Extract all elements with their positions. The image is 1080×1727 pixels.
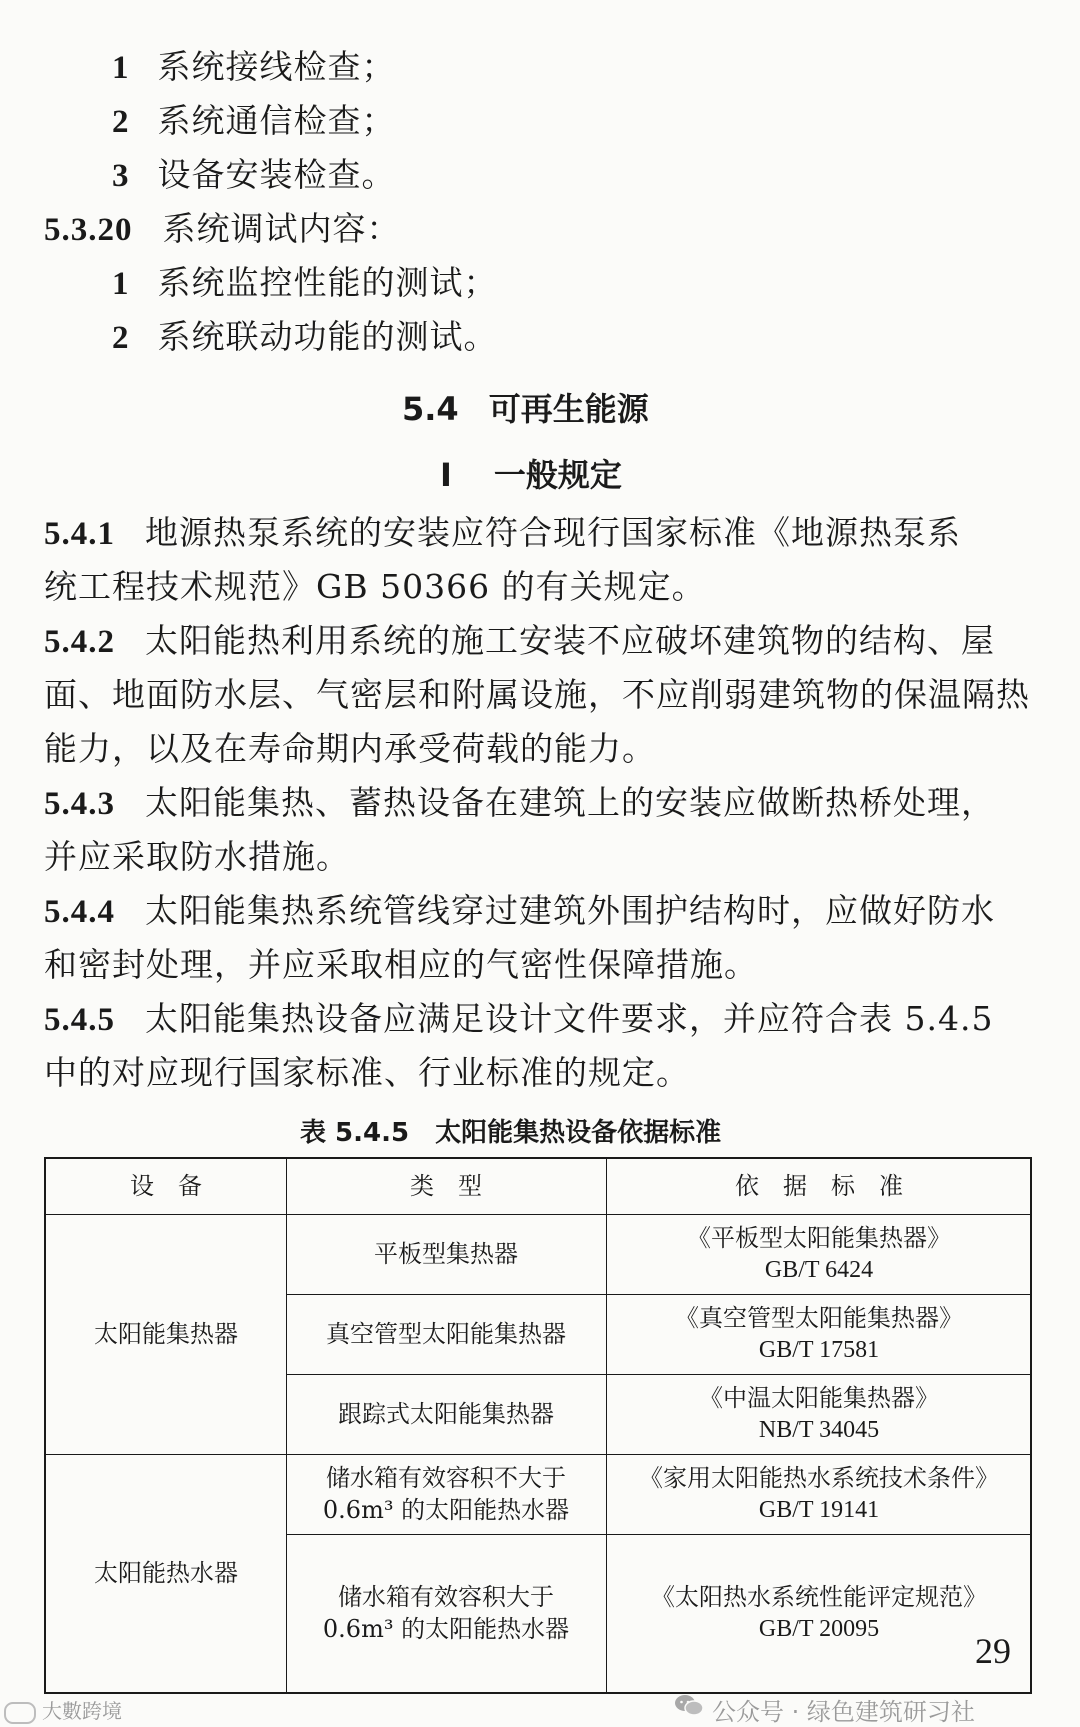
watermark-logo-icon [4, 1702, 36, 1724]
type-text: 0.6m³ 的太阳能热水器 [322, 1496, 570, 1524]
table-caption [300, 1112, 721, 1149]
standard-cell [606, 1534, 1032, 1692]
item-text: 系统通信检查； [157, 101, 396, 140]
list-item [112, 101, 396, 140]
table-header: 设 备 [130, 1172, 202, 1201]
table-caption-number: 表 5.4.5 [300, 1118, 410, 1148]
standard-code: GB/T 20095 [758, 1616, 880, 1642]
item-number: 3 [112, 158, 130, 194]
item-text: 系统联动功能的测试。 [157, 317, 498, 356]
table-caption-text: 太阳能集热设备依据标准 [435, 1118, 722, 1148]
standard-code: GB/T 19141 [758, 1497, 880, 1523]
standard-name: 《太阳热水系统性能评定规范》 [651, 1582, 987, 1611]
clause-text: 太阳能集热系统管线穿过建筑外围护结构时，应做好防水 [145, 891, 995, 930]
clause-number: 5.4.3 [44, 786, 115, 822]
standards-table [44, 1157, 1032, 1694]
type-cell [286, 1534, 606, 1692]
section-number: 5.4 [402, 390, 459, 428]
clause-line: 并应采取防水措施。 [44, 837, 350, 876]
equipment-cell: 太阳能热水器 [94, 1558, 238, 1587]
list-item [112, 155, 396, 194]
type-cell [286, 1294, 606, 1374]
section-heading [402, 384, 649, 430]
clause-text: 系统调试内容： [162, 209, 401, 248]
standard-cell [606, 1454, 1032, 1534]
item-number: 1 [112, 266, 130, 302]
standard-name: 《真空管型太阳能集热器》 [675, 1303, 963, 1332]
clause-number: 5.4.5 [44, 1002, 115, 1038]
clause-line [44, 621, 995, 660]
standard-name: 《家用太阳能热水系统技术条件》 [639, 1463, 999, 1492]
standard-cell [606, 1214, 1032, 1294]
type-text: 真空管型太阳能集热器 [326, 1319, 566, 1348]
clause-number: 5.4.2 [44, 624, 115, 660]
clause-number: 5.3.20 [44, 212, 133, 248]
clause-line [44, 891, 995, 930]
item-number: 2 [112, 104, 130, 140]
type-text: 储水箱有效容积大于 [338, 1582, 554, 1611]
type-text: 储水箱有效容积不大于 [326, 1463, 566, 1492]
standard-name: 《平板型太阳能集热器》 [687, 1223, 951, 1252]
clause-line: 中的对应现行国家标准、行业标准的规定。 [44, 1053, 690, 1092]
standard-code: GB/T 17581 [758, 1337, 880, 1363]
clause-text: 地源热泵系统的安装应符合现行国家标准《地源热泵系 [145, 513, 961, 552]
clause-line [44, 999, 994, 1038]
standard-cell [606, 1294, 1032, 1374]
clause-heading [44, 209, 401, 248]
standard-cell [606, 1374, 1032, 1454]
standard-code: NB/T 34045 [758, 1417, 880, 1443]
clause-line: 和密封处理，并应采取相应的气密性保障措施。 [44, 945, 758, 984]
list-item [112, 47, 396, 86]
section-title: 可再生能源 [488, 390, 649, 428]
item-number: 1 [112, 50, 130, 86]
clause-text: 太阳能集热、蓄热设备在建筑上的安装应做断热桥处理， [145, 783, 995, 822]
watermark-left-text: 大數跨境 [42, 1699, 122, 1723]
clause-text: 太阳能热利用系统的施工安装不应破坏建筑物的结构、屋 [145, 621, 995, 660]
clause-number: 5.4.4 [44, 894, 115, 930]
clause-line: 统工程技术规范》GB 50366 的有关规定。 [44, 567, 706, 606]
equipment-cell: 太阳能集热器 [94, 1319, 238, 1348]
list-item [112, 263, 498, 302]
standard-name: 《中温太阳能集热器》 [699, 1383, 939, 1412]
item-text: 设备安装检查。 [157, 155, 396, 194]
item-number: 2 [112, 320, 130, 356]
type-text: 跟踪式太阳能集热器 [338, 1399, 554, 1428]
wechat-icon [674, 1694, 704, 1716]
type-cell [286, 1454, 606, 1534]
clause-line: 面、地面防水层、气密层和附属设施，不应削弱建筑物的保温隔热 [44, 675, 1030, 714]
clause-line: 能力，以及在寿命期内承受荷载的能力。 [44, 729, 656, 768]
table-header: 依 据 标 准 [735, 1172, 903, 1201]
page-number: 29 [975, 1631, 1011, 1671]
watermark-right: 公众号 · 绿色建筑研习社 [712, 1698, 975, 1726]
subsection-heading [440, 450, 622, 496]
subsection-title: 一般规定 [493, 456, 622, 494]
type-cell [286, 1374, 606, 1454]
clause-number: 5.4.1 [44, 516, 115, 552]
type-cell [286, 1214, 606, 1294]
list-item [112, 317, 498, 356]
watermark-left [4, 1695, 122, 1724]
standard-code: GB/T 6424 [764, 1257, 874, 1283]
clause-line [44, 783, 995, 822]
type-text: 0.6m³ 的太阳能热水器 [322, 1615, 570, 1643]
clause-text: 太阳能集热设备应满足设计文件要求，并应符合表 5.4.5 [145, 999, 994, 1038]
clause-line [44, 513, 961, 552]
type-text: 平板型集热器 [374, 1239, 518, 1268]
table-header: 类 型 [410, 1172, 482, 1201]
subsection-number: I [440, 456, 452, 494]
item-text: 系统接线检查； [157, 47, 396, 86]
item-text: 系统监控性能的测试； [157, 263, 498, 302]
